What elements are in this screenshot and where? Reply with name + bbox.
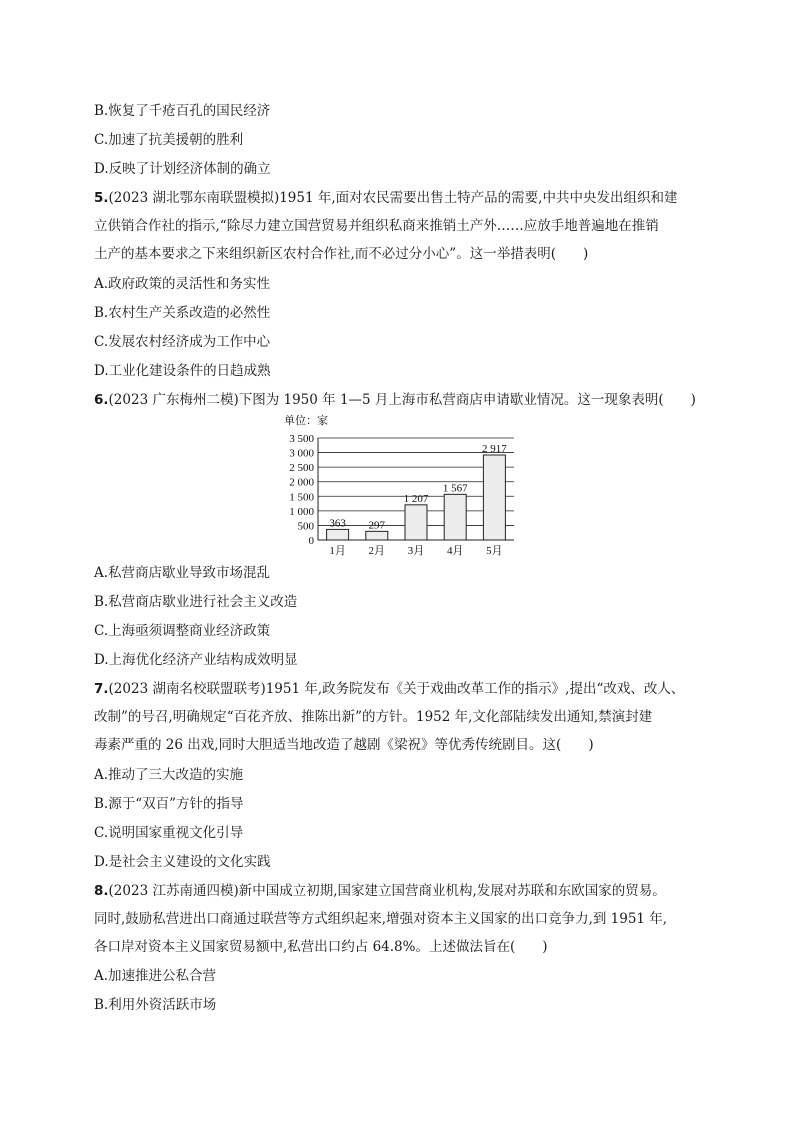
q5-stem-line-1 [94,189,677,207]
chart-svg [282,412,522,562]
q7-stem-line-1 [94,680,684,698]
q4-option-d: D.反映了计划经济体制的确立 [94,161,271,177]
q5-stem-line-2: 立供销合作社的指示,“除尽力建立国营贸易并组织私商来推销土产外……应放手地普遍地在推销 [94,218,659,234]
q7-option-c: C.说明国家重视文化引导 [94,825,244,841]
q8-option-a: A.加速推进公私合营 [94,968,217,984]
q8-stem-line-3: 各口岸对资本主义国家贸易额中,私营出口约占 64.8%。上述做法旨在( ) [94,939,548,955]
q6-option-c: C.上海亟须调整商业经济政策 [94,623,271,639]
q6-option-b: B.私营商店歇业进行社会主义改造 [94,594,298,610]
chart-category-label: 3月 [407,545,425,557]
chart-bar [483,455,505,540]
chart-value-label: 297 [368,519,386,532]
chart-bar [366,531,388,540]
chart-bar [405,505,427,540]
q8-number: 8. [94,883,109,899]
shop-closure-bar-chart [282,412,522,562]
chart-ytick-label: 2 500 [289,462,314,475]
chart-ytick-label: 1 500 [289,491,314,504]
q5-stem-line-3: 土产的基本要求之下来组织新区农村合作社,而不必过分小心”。这一举措表明( ) [94,246,589,262]
chart-value-label: 363 [329,517,346,530]
q7-option-a: A.推动了三大改造的实施 [94,767,244,783]
chart-ytick-label: 1 000 [289,505,314,518]
q7-stem-line-2: 改制”的号召,明确规定“百花齐放、推陈出新”的方针。1952 年,文化部陆续发出通知,禁演封建 [94,709,653,725]
q4-option-c: C.加速了抗美援朝的胜利 [94,132,244,148]
q5-option-b: B.农村生产关系改造的必然性 [94,305,271,321]
q7-number: 7. [94,681,109,697]
chart-value-label: 1 207 [403,492,429,505]
q5-number: 5. [94,190,109,206]
q6-number: 6. [94,392,109,408]
chart-unit-label: 单位：家 [284,415,328,427]
chart-bar [444,494,466,540]
q5-stem-text-1: (2023 湖北鄂东南联盟模拟)1951 年,面对农民需要出售土特产品的需要,中共中央发出组织和建 [108,190,678,206]
chart-ytick-label: 3 500 [289,433,314,445]
chart-ytick-label: 0 [308,535,314,547]
q8-option-b: B.利用外资活跃市场 [94,997,217,1013]
q4-option-b: B.恢复了千疮百孔的国民经济 [94,103,271,119]
q7-stem-line-3: 毒素严重的 26 出戏,同时大胆适当地改造了越剧《梁祝》等优秀传统剧目。这( ) [94,737,594,753]
chart-category-label: 1月 [329,545,346,557]
q6-option-d: D.上海优化经济产业结构成效明显 [94,652,298,668]
chart-category-label: 5月 [486,545,503,557]
chart-bar [327,529,349,540]
q7-stem-text-1: (2023 湖南名校联盟联考)1951 年,政务院发布《关于戏曲改革工作的指示》,提出“改戏、改人、 [108,681,685,697]
chart-category-label: 4月 [446,545,464,557]
q6-option-a: A.私营商店歇业导致市场混乱 [94,565,271,581]
chart-category-label: 2月 [368,545,386,557]
q6-stem [94,391,696,409]
q8-stem-line-1 [94,882,666,900]
q7-option-d: D.是社会主义建设的文化实践 [94,854,271,870]
chart-value-label: 1 567 [442,482,468,495]
chart-ytick-label: 3 000 [289,447,314,460]
q6-stem-text: (2023 广东梅州二模)下图为 1950 年 1—5 月上海市私营商店申请歇业情况。这一现象表明( ) [108,392,696,408]
q8-stem-text-1: (2023 江苏南通四模)新中国成立初期,国家建立国营商业机构,发展对苏联和东欧国家的贸易。 [108,883,666,899]
q5-option-c: C.发展农村经济成为工作中心 [94,334,271,350]
chart-ytick-label: 2 000 [289,476,314,489]
chart-value-label: 2 917 [482,442,507,455]
chart-ytick-label: 500 [297,520,314,533]
q7-option-b: B.源于“双百”方针的指导 [94,796,244,812]
q5-option-d: D.工业化建设条件的日趋成熟 [94,363,271,379]
q8-stem-line-2: 同时,鼓励私营进出口商通过联营等方式组织起来,增强对资本主义国家的出口竞争力,到 1951 年, [94,911,668,927]
q5-option-a: A.政府政策的灵活性和务实性 [94,276,271,292]
